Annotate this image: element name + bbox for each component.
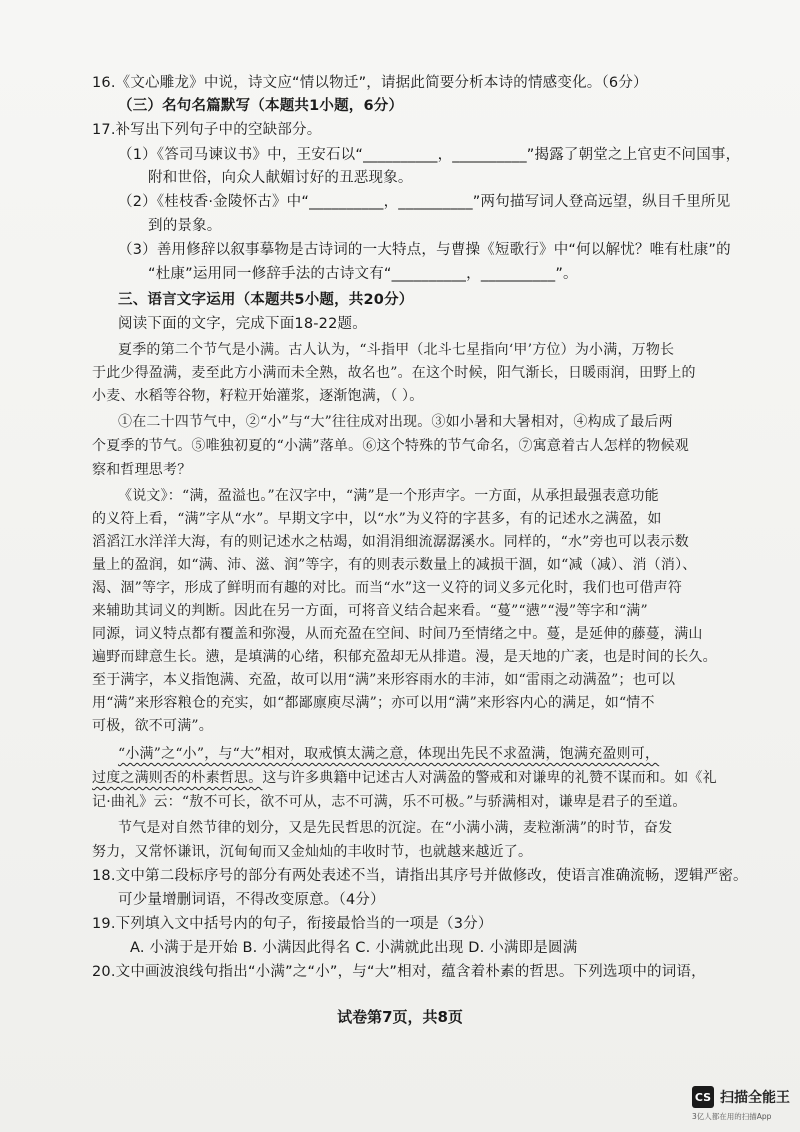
para3-line8: 遍野而肆意生长。懑，是填满的心绪，积郁充盈却无从排遣。漫，是天地的广袤，也是时间的长久。 [92, 649, 717, 665]
para1-line2: 于此少得盈满，麦至此方小满而未全熟，故名也”。在这个时候，阳气渐长，日暖雨润，田野上的 [92, 365, 696, 381]
question-18-line1: 18.文中第二段标序号的部分有两处表述不当，请指出其序号并做修改，使语言准确流畅，逻辑严密。 [92, 868, 748, 884]
question-17-3-line2: “杜康”运用同一修辞手法的古诗文有“__________，__________”。 [148, 266, 578, 282]
para1-line1: 夏季的第二个节气是小满。古人认为，“斗指甲（北斗七星指向‘甲’方位）为小满，万物长 [118, 342, 675, 358]
para4-line3: 记·曲礼》云：“敖不可长，欲不可从，志不可满，乐不可极。”与骄满相对，谦卑是君子的至道。 [92, 794, 687, 810]
para3-line1: 《说文》：“满，盈溢也。”在汉字中，“满”是一个形声字。一方面，从承担最强表意功能 [118, 488, 659, 504]
para4-wavy-line2: 过度之满则否的朴素哲思。 [92, 770, 263, 786]
para3-line3: 滔滔江水洋洋大海，有的则记述水之枯竭，如涓涓细流潺潺溪水。同样的，“水”旁也可以表示数 [92, 534, 689, 550]
para2-line1: ①在二十四节气中，②“小”与“大”往往成对出现。③如小暑和大暑相对，④构成了最后两 [118, 414, 673, 430]
question-18-line2: 可少量增删词语，不得改变原意。（4分） [118, 892, 385, 908]
para4-wavy-line1: “小满”之“小”，与“大”相对，取戒慎太满之意，体现出先民不求盈满，饱满充盈则可， [118, 746, 660, 762]
para3-line9: 至于满字，本义指饱满、充盈，故可以用“满”来形容雨水的丰沛，如“雷雨之动满盈”；也可以 [92, 672, 676, 688]
reading-intro: 阅读下面的文字，完成下面18-22题。 [118, 316, 367, 332]
question-17: 17.补写出下列句子中的空缺部分。 [92, 122, 322, 138]
para5-line2: 努力，又常怀谦讯，沉甸甸而又金灿灿的丰收时节，也就越来越近了。 [92, 844, 533, 860]
para2-line3: 察和哲理思考？ [92, 462, 192, 478]
para3-line2: 的义符上看，“满”字从“水”。早期文字中，以“水”为义符的字甚多，有的记述水之满盈，如 [92, 511, 662, 527]
question-17-2-line1: （2）《桂枝香·金陵怀古》中“__________，__________”两句描写词人登高远望，纵目千里所见 [118, 194, 731, 210]
camscanner-name: 扫描全能王 [720, 1090, 790, 1106]
para3-line7: 同源，词义特点都有覆盖和弥漫，从而充盈在空间、时间乃至情绪之中。蔓，是延伸的藤蔓，满山 [92, 626, 703, 642]
question-20: 20.文中画波浪线句指出“小满”之“小”，与“大”相对，蕴含着朴素的哲思。下列选项中的词语， [92, 964, 706, 980]
para5-line1: 节气是对自然节律的划分，又是先民哲思的沉淀。在“小满小满，麦粒渐满”的时节，奋发 [118, 820, 673, 836]
question-17-2-line2: 到的景象。 [148, 218, 222, 234]
para3-line4: 量上的盈润，如“满、沛、滋、润”等字，有的则表示数量上的减损干涸，如“减（减）、消（消）、 [92, 557, 697, 573]
para4-line2 [92, 768, 717, 788]
question-17-1-line2: 附和世俗，向众人献媚讨好的丑恶现象。 [148, 170, 413, 186]
para3-line10: 用“满”来形容粮仓的充实，如“都鄙廪庾尽满”；亦可以用“满”来形容内心的满足，如“情不 [92, 695, 655, 711]
question-17-3-line1: （3）善用修辞以叙事摹物是古诗词的一大特点，与曹操《短歌行》中“何以解忧？唯有杜康”的 [118, 242, 731, 258]
camscanner-logo-icon: CS [692, 1086, 714, 1108]
para3-line11: 可极，欲不可满”。 [92, 718, 213, 734]
para1-line3: 小麦、水稻等谷物，籽粒开始灌浆，逐渐饱满，（ ）。 [92, 388, 424, 404]
camscanner-watermark [692, 1086, 790, 1108]
question-19-options: A. 小满于是开始 B. 小满因此得名 C. 小满就此出现 D. 小满即是圆满 [130, 940, 578, 956]
question-16: 16.《文心雕龙》中说，诗文应“情以物迁”，请据此简要分析本诗的情感变化。（6分） [92, 75, 648, 91]
question-19: 19.下列填入文中括号内的句子，衔接最恰当的一项是（3分） [92, 916, 493, 932]
part-3-title: 三、语言文字运用（本题共5小题，共20分） [118, 292, 414, 308]
para2-line2: 个夏季的节气。⑤唯独初夏的“小满”落单。⑥这个特殊的节气命名，⑦寓意着古人怎样的物候观 [92, 438, 689, 454]
para3-line6: 来辅助其词义的判断。因此在另一方面，可将音义结合起来看。“蔓”“懑”“漫”等字和“满” [92, 603, 648, 619]
page-number: 试卷第7页，共8页 [337, 1008, 463, 1026]
section-famous-lines-title: （三）名句名篇默写（本题共1小题，6分） [118, 98, 404, 114]
para4-line2-rest: 这与许多典籍中记述古人对满盈的警戒和对谦卑的礼赞不谋而和。如《礼 [262, 770, 717, 786]
para3-line5: 渴、涸”等字，形成了鲜明而有趣的对比。而当“水”这一义符的词义多元化时，我们也可借声符 [92, 580, 683, 596]
question-17-1-line1: （1）《答司马谏议书》中，王安石以“__________，__________”揭露了朝堂之上官吏不问国事， [118, 147, 741, 163]
camscanner-tagline: 3亿人都在用的扫描App [692, 1112, 772, 1121]
